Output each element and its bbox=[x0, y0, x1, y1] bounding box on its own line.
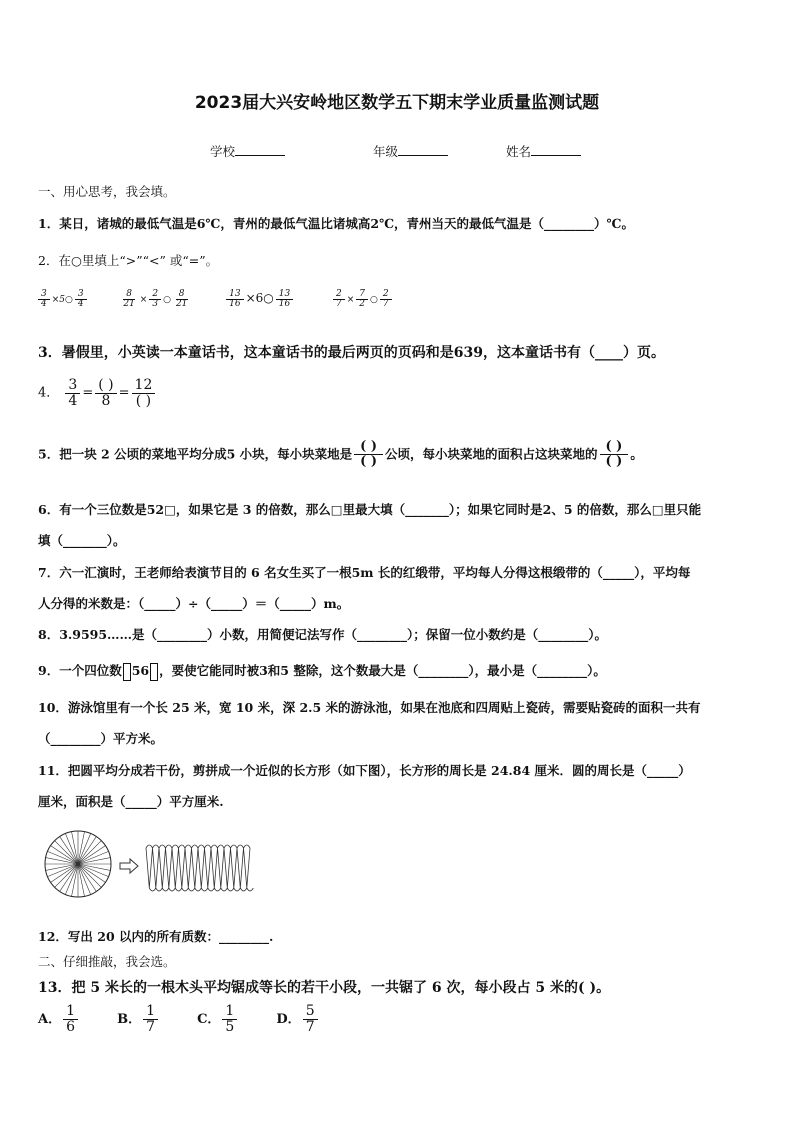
approximate-rectangle bbox=[146, 845, 253, 891]
school-field: 学校 bbox=[210, 142, 285, 160]
q2-item-1: $\frac{3}{4}$ ×5○ $\frac{3}{4}$ bbox=[36, 295, 91, 305]
question-8: 8．3.9595……是（________）小数，用简便记法写作（________）；保留一位小数约是（________）。 bbox=[38, 627, 608, 642]
option-d[interactable]: D． $\frac{5}{7}$ bbox=[276, 1012, 319, 1027]
circle-to-rectangle-figure bbox=[42, 828, 272, 900]
q2-item-2: $\frac{8}{21}$ × $\frac{2}{3}$ ○ $\frac{8}{21}$ bbox=[123, 289, 188, 310]
divided-circle bbox=[45, 831, 111, 897]
section-1-heading: 一、用心思考，我会填。 bbox=[38, 184, 176, 199]
question-6-line-2: 填（_______）。 bbox=[38, 533, 126, 548]
q2-item-3: $\frac{13}{16}$ ×6○ $\frac{13}{16}$ bbox=[224, 295, 298, 305]
option-b[interactable]: B． $\frac{1}{7}$ bbox=[117, 1012, 160, 1027]
question-13: 13．把 5 米长的一根木头平均锯成等长的若干小段，一共锯了 6 次，每小段占 5 米的( )。 bbox=[38, 980, 611, 996]
question-3: 3．暑假里，小英读一本童话书，这本童话书的最后两页的页码和是639，这本童话书有（____）页。 bbox=[38, 345, 665, 361]
question-9: 9．一个四位数 56 ，要使它能同时被3和5 整除，这个数最大是（________），最小是（________）。 bbox=[38, 661, 606, 681]
question-11-line-1: 11．把圆平均分成若干份，剪拼成一个近似的长方形（如下图），长方形的周长是 24.84 厘米．圆的周长是（_____） bbox=[38, 763, 691, 778]
question-5: 5．把一块 2 公顷的菜地平均分成5 小块，每小块菜地是 $\frac{( )}{( )}$ 公顷，每小块菜地的面积占这块菜地的 $\frac{( )}{( )}$ 。 bbox=[38, 439, 643, 470]
question-13-options bbox=[38, 1004, 320, 1034]
name-field: 姓名 bbox=[506, 142, 581, 160]
arrow-icon bbox=[120, 859, 138, 873]
section-2-heading: 二、仔细推敲，我会选。 bbox=[38, 954, 176, 969]
question-7-line-1: 7．六一汇演时，王老师给表演节目的 6 名女生买了一根5m 长的红缎带，平均每人分得这根缎带的（_____），平均每 bbox=[38, 565, 691, 580]
question-7-line-2: 人分得的米数是：（_____）÷（_____）＝（_____）m。 bbox=[38, 596, 350, 611]
question-4: 4． $\frac{3}{4}$ = $\frac{( )}{8}$ = $\frac{12}{( )}$ bbox=[38, 378, 157, 408]
question-10-line-1: 10．游泳馆里有一个长 25 米，宽 10 米，深 2.5 米的游泳池，如果在池底和四周贴上瓷砖，需要贴瓷砖的面积一共有 bbox=[38, 700, 701, 715]
option-a[interactable]: A． $\frac{1}{6}$ bbox=[38, 1012, 80, 1027]
q2-item-4: $\frac{2}{7}$ × $\frac{7}{2}$ ○ $\frac{2}{7}$ bbox=[331, 295, 394, 305]
grade-field: 年级 bbox=[373, 142, 448, 160]
question-12: 12．写出 20 以内的所有质数：________. bbox=[38, 929, 274, 944]
question-2-items bbox=[36, 290, 394, 310]
option-c[interactable]: C． $\frac{1}{5}$ bbox=[197, 1012, 239, 1027]
question-1: 1．某日，诸城的最低气温是6℃，青州的最低气温比诸城高2℃，青州当天的最低气温是（________）℃。 bbox=[38, 216, 635, 231]
question-10-line-2: （________）平方米。 bbox=[38, 731, 164, 746]
page-title: 2023届大兴安岭地区数学五下期末学业质量监测试题 bbox=[194, 93, 600, 113]
question-6-line-1: 6．有一个三位数是52□，如果它是 3 的倍数，那么□里最大填（_______）；如果它同时是2、5 的倍数，那么□里只能 bbox=[38, 502, 702, 517]
question-11-line-2: 厘米，面积是（_____）平方厘米. bbox=[38, 794, 224, 809]
question-2: 2．在○里填上“>”“<” 或“=”。 bbox=[38, 253, 219, 268]
